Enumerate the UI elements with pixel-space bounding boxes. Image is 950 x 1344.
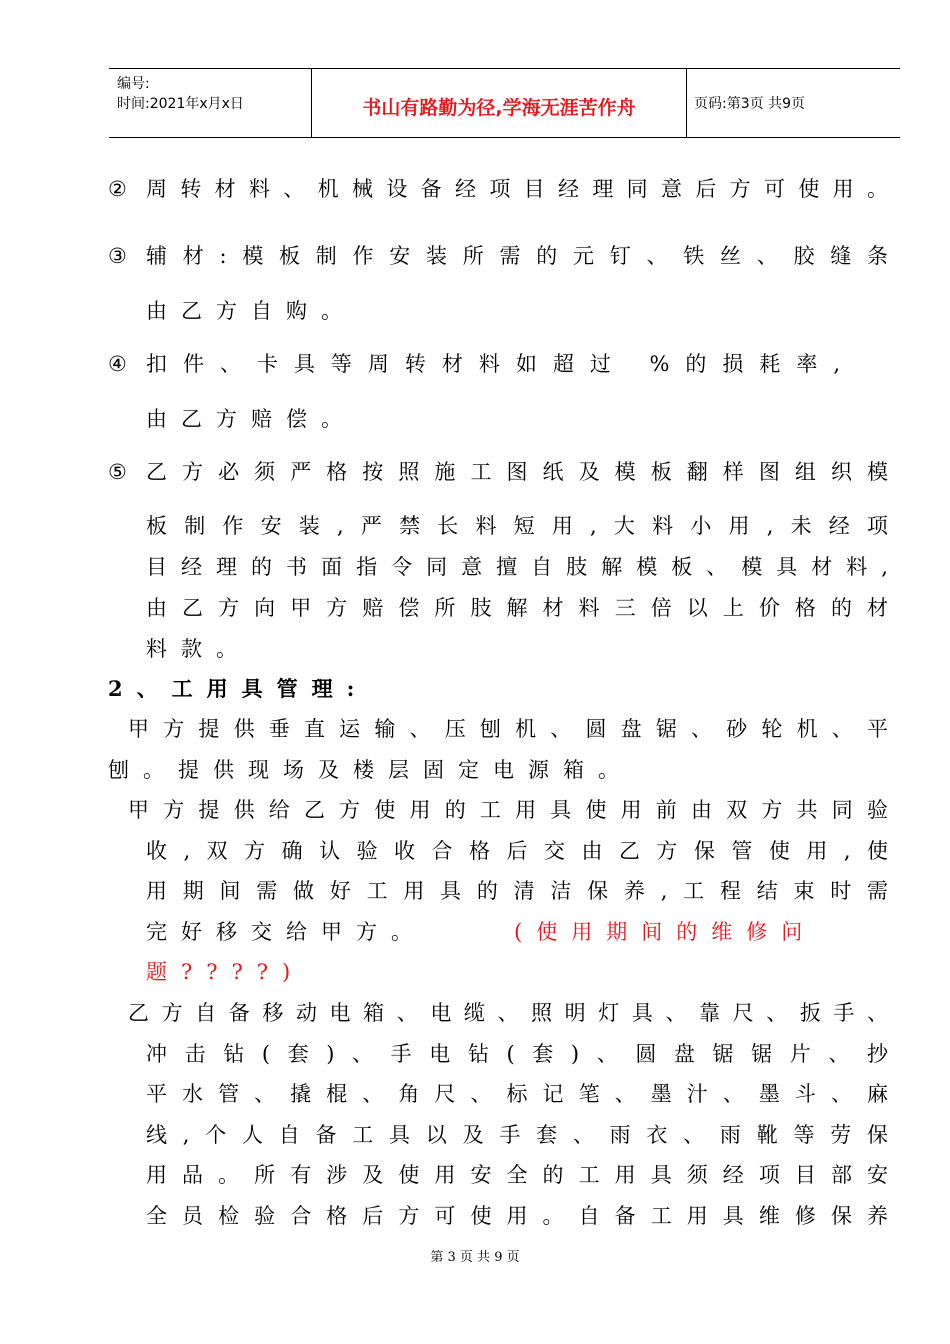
item-2 xyxy=(0,174,950,204)
para-text: 完好移交给甲方。 xyxy=(146,920,426,944)
para-text: 全员检验合格后方可使用。自备工用具维修保养 xyxy=(146,1204,904,1228)
item-5-cont xyxy=(0,511,950,541)
item-5-cont xyxy=(0,593,950,623)
para3-line xyxy=(0,1079,950,1109)
header-meta xyxy=(109,69,311,137)
para3-line xyxy=(0,1160,950,1190)
para3-line xyxy=(0,998,950,1028)
item-text: 料款。 xyxy=(146,637,251,661)
page-header xyxy=(109,68,900,138)
red-note: 题????) xyxy=(146,960,305,984)
para-text: 线,个人自备工具以及手套、雨衣、雨靴等劳保 xyxy=(146,1123,904,1147)
item-text: 由乙方向甲方赔偿所肢解材料三倍以上价格的材 xyxy=(146,596,904,620)
time-label: 时间:2021年x月x日 xyxy=(117,96,244,112)
para3-line xyxy=(0,1201,950,1231)
para-text: 乙方自备移动电箱、电缆、照明灯具、靠尺、扳手、 xyxy=(128,1001,901,1025)
item-number: ② xyxy=(108,177,127,201)
para1-line xyxy=(0,755,950,785)
para-text: 平水管、撬棍、角尺、标记笔、墨汁、墨斗、麻 xyxy=(146,1082,904,1106)
item-5-cont xyxy=(0,552,950,582)
item-text: 乙方必须严格按照施工图纸及模板翻样图组织模 xyxy=(146,460,904,484)
item-3 xyxy=(0,241,950,271)
item-5-cont xyxy=(0,634,950,664)
page-info: 页码:第3页 共9页 xyxy=(694,96,805,112)
para-text: 甲方提供给乙方使用的工用具使用前由双方共同验 xyxy=(128,798,903,822)
item-number: ⑤ xyxy=(108,460,127,484)
para3-line xyxy=(0,1039,950,1069)
item-text: 辅材:模板制作安装所需的元钉、铁丝、胶缝条 xyxy=(146,244,904,268)
para2-line xyxy=(0,795,950,825)
header-motto-cell xyxy=(311,69,687,137)
para-text: 用期间需做好工用具的清洁保养,工程结束时需 xyxy=(146,879,904,903)
para3-line xyxy=(0,1120,950,1150)
item-text: 目经理的书面指令同意擅自肢解模板、模具材料, xyxy=(146,555,903,579)
para-text: 刨。提供现场及楼层固定电源箱。 xyxy=(108,758,633,782)
serial-label: 编号: xyxy=(117,76,150,92)
para-text: 甲方提供垂直运输、压刨机、圆盘锯、砂轮机、平 xyxy=(128,717,903,741)
page-footer: 第 3 页 共 9 页 xyxy=(430,1250,520,1265)
heading-text: 2、工用具管理: xyxy=(108,676,369,701)
para2-line xyxy=(0,876,950,906)
item-text: 板制作安装,严禁长料短用,大料小用,未经项 xyxy=(146,514,906,538)
motto: 书山有路勤为径,学海无涯苦作舟 xyxy=(362,97,636,119)
item-number: ③ xyxy=(108,244,127,268)
red-note: (使用期间的维修问 xyxy=(514,920,817,944)
para-text: 冲击钻(套)、手电钻(套)、圆盘锯锯片、抄 xyxy=(146,1042,906,1066)
para-text: 用品。所有涉及使用安全的工用具须经项目部安 xyxy=(146,1163,904,1187)
para1-line xyxy=(0,714,950,744)
item-4 xyxy=(0,349,950,379)
para2-line xyxy=(0,917,950,947)
para2-line xyxy=(0,836,950,866)
item-3-cont xyxy=(0,296,950,326)
para-text: 收,双方确认验收合格后交由乙方保管使用,使 xyxy=(146,839,905,863)
item-4-cont xyxy=(0,404,950,434)
item-text: 由乙方赔偿。 xyxy=(146,407,356,431)
header-page-cell xyxy=(685,69,900,137)
item-5 xyxy=(0,457,950,487)
section-heading xyxy=(0,674,950,704)
item-text: 周转材料、机械设备经项目经理同意后方可使用。 xyxy=(146,177,902,201)
item-text: 由乙方自购。 xyxy=(146,299,356,323)
item-number: ④ xyxy=(108,352,127,376)
para2-line xyxy=(0,957,950,987)
item-text: 扣件、卡具等周转材料如超过 %的损耗率, xyxy=(146,352,857,376)
